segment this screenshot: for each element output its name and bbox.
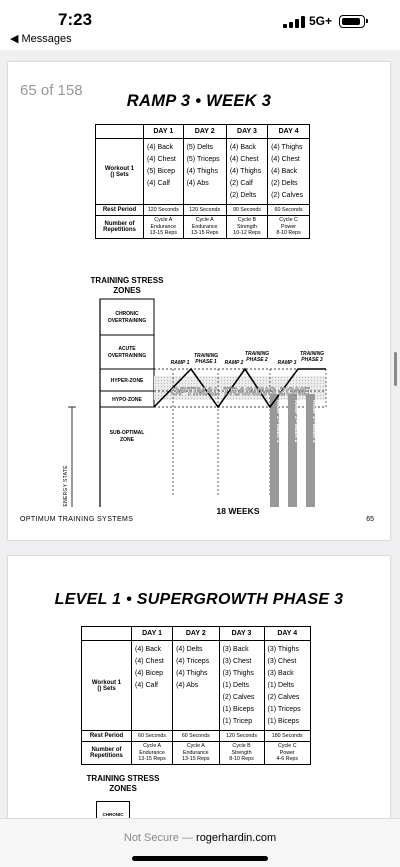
exercise-item: (2) Delts bbox=[229, 192, 257, 199]
url-text[interactable] bbox=[0, 832, 400, 844]
exercise-item: (5) Delts bbox=[186, 144, 214, 151]
back-to-messages-link[interactable] bbox=[10, 32, 72, 45]
status-bar bbox=[0, 0, 400, 50]
exercise-item: (4) Chest bbox=[229, 156, 259, 163]
reps-cell: Cycle A Endurance 13-15 Reps bbox=[132, 742, 173, 765]
exercise-item: (2) Calves bbox=[222, 694, 255, 701]
rest-cell: 120 Seconds bbox=[144, 205, 184, 216]
exercise-item: (1) Biceps bbox=[222, 706, 255, 713]
table-corner bbox=[82, 627, 132, 641]
reps-cell: Cycle B Strength 8-10 Reps bbox=[219, 742, 264, 765]
exercise-item: (4) Chest bbox=[135, 658, 164, 665]
exercise-item: (2) Calves bbox=[271, 192, 303, 199]
reps-cell: Cycle C Power 8-10 Reps bbox=[268, 216, 310, 239]
network-type: 5G+ bbox=[309, 14, 333, 28]
table-corner bbox=[96, 125, 144, 139]
exercise-item: (2) Calves bbox=[267, 694, 300, 701]
workout-cell bbox=[268, 139, 310, 205]
y-axis-label: MINIMAL ENERGY STATE bbox=[63, 465, 69, 507]
day-header: DAY 3 bbox=[219, 627, 264, 641]
page-title: RAMP 3 • WEEK 3 bbox=[126, 92, 272, 110]
exercise-item: (4) Abs bbox=[186, 180, 209, 187]
reps-cell: Cycle A Endurance 13-15 Reps bbox=[173, 742, 219, 765]
phase-label: RAMP 3 bbox=[277, 360, 297, 366]
day-header: DAY 2 bbox=[183, 125, 226, 139]
phase-label: TRAINING PHASE 2 bbox=[244, 351, 270, 363]
exercise-item: (5) Triceps bbox=[186, 156, 220, 163]
back-arrow-icon: ◀ bbox=[10, 33, 22, 45]
workout-cell bbox=[219, 641, 264, 731]
exercise-item: (4) Back bbox=[229, 144, 256, 151]
zone-box-acute bbox=[100, 335, 154, 369]
workout-cell bbox=[144, 139, 184, 205]
zone-label: SUB-OPTIMAL bbox=[109, 430, 145, 436]
workout-cell bbox=[132, 641, 173, 731]
workout-cell bbox=[173, 641, 219, 731]
zone-label: CHRONIC bbox=[115, 311, 139, 317]
phase-label: RAMP 2 bbox=[224, 360, 244, 366]
rest-cell: 60 Seconds bbox=[173, 731, 219, 742]
scroll-indicator[interactable] bbox=[394, 352, 397, 386]
optimal-zone-label: OPTIMAL TRAINING ZONE bbox=[170, 386, 310, 398]
exercise-item: (5) Bicep bbox=[147, 168, 176, 175]
exercise-item: (1) Triceps bbox=[267, 706, 301, 713]
stress-zones-heading bbox=[86, 276, 168, 296]
day-header: DAY 2 bbox=[173, 627, 219, 641]
row-label: Rest Period bbox=[96, 205, 144, 216]
row-label: Rest Period bbox=[82, 731, 132, 742]
reps-cell: Cycle A Endurance 13-15 Reps bbox=[183, 216, 226, 239]
exercise-item: (3) Chest bbox=[267, 658, 297, 665]
battery-icon bbox=[339, 15, 365, 28]
stress-zones-heading bbox=[82, 774, 164, 794]
url-separator: — bbox=[178, 832, 197, 844]
day-header: DAY 3 bbox=[226, 125, 267, 139]
heading-line: ZONES bbox=[113, 286, 141, 295]
zone-label: ZONE bbox=[120, 437, 134, 443]
reps-cell: Cycle A Endurance 13-15 Reps bbox=[144, 216, 184, 239]
rest-cell: 90 Seconds bbox=[226, 205, 267, 216]
row-label: Workout 1 () Sets bbox=[96, 139, 144, 205]
heading-line: TRAINING STRESS bbox=[90, 276, 164, 285]
row-label: Workout 1 () Sets bbox=[82, 641, 132, 731]
zone-label: CHRONIC bbox=[102, 812, 124, 817]
exercise-item: (4) Back bbox=[147, 144, 174, 151]
zone-label: ACUTE bbox=[118, 346, 136, 352]
back-label: Messages bbox=[21, 33, 72, 45]
exercise-item: (4) Back bbox=[271, 168, 298, 175]
row-label: Number of Repetitions bbox=[82, 742, 132, 765]
zone-label: OVERTRAINING bbox=[107, 318, 147, 324]
zone-box-chronic bbox=[100, 299, 154, 335]
rest-cell: 60 Seconds bbox=[268, 205, 310, 216]
workout-cell bbox=[226, 139, 267, 205]
reps-cell: Cycle C Power 4-6 Reps bbox=[264, 742, 310, 765]
rest-cell: 120 Seconds bbox=[183, 205, 226, 216]
cellular-signal-icon bbox=[283, 16, 305, 28]
rest-cell: 60 Seconds bbox=[132, 731, 173, 742]
clock: 7:23 bbox=[58, 10, 93, 29]
footer-page-number: 65 bbox=[366, 516, 374, 523]
week-bar-label: RAMP 3 • WEEK 2 bbox=[293, 400, 299, 443]
day-header: DAY 4 bbox=[268, 125, 310, 139]
footer-publisher: OPTIMUM TRAINING SYSTEMS bbox=[20, 516, 134, 523]
workout-cell bbox=[264, 641, 310, 731]
zone-label: HYPO-ZONE bbox=[112, 397, 142, 403]
exercise-item: (3) Thighs bbox=[222, 670, 254, 677]
rest-cell: 180 Seconds bbox=[264, 731, 310, 742]
day-header: DAY 4 bbox=[264, 627, 310, 641]
exercise-item: (4) Thighs bbox=[186, 168, 218, 175]
exercise-item: (4) Triceps bbox=[176, 658, 210, 665]
exercise-item: (4) Thighs bbox=[271, 144, 303, 151]
exercise-item: (4) Abs bbox=[176, 682, 199, 689]
workout-cell bbox=[183, 139, 226, 205]
heading-line: TRAINING STRESS bbox=[86, 774, 160, 783]
exercise-item: (4) Calf bbox=[135, 682, 158, 689]
exercise-item: (3) Back bbox=[267, 670, 294, 677]
training-stress-chart bbox=[58, 295, 338, 512]
page-counter: 65 of 158 bbox=[20, 82, 83, 99]
exercise-item: (3) Thighs bbox=[267, 646, 299, 653]
x-axis-label: 18 WEEKS bbox=[216, 506, 260, 516]
phase-label: TRAINING PHASE 1 bbox=[193, 353, 219, 365]
page-title: LEVEL 1 • SUPERGROWTH PHASE 3 bbox=[54, 591, 344, 608]
exercise-item: (4) Chest bbox=[147, 156, 176, 163]
pdf-page-65 bbox=[8, 62, 390, 540]
heading-line: ZONES bbox=[109, 784, 137, 793]
exercise-item: (1) Delts bbox=[222, 682, 249, 689]
day-header: DAY 1 bbox=[132, 627, 173, 641]
phase-label: TRAINING PHASE 3 bbox=[299, 351, 325, 363]
domain-label: rogerhardin.com bbox=[196, 832, 277, 844]
exercise-item: (4) Back bbox=[135, 646, 162, 653]
not-secure-label: Not Secure bbox=[123, 832, 179, 844]
workout-table bbox=[95, 124, 310, 239]
exercise-item: (2) Delts bbox=[271, 180, 298, 187]
exercise-item: (4) Delts bbox=[176, 646, 203, 653]
exercise-item: (2) Calf bbox=[229, 180, 253, 187]
exercise-item: (4) Thighs bbox=[176, 670, 208, 677]
exercise-item: (1) Tricep bbox=[222, 718, 253, 725]
zone-box-chronic bbox=[96, 801, 130, 818]
pdf-page-66 bbox=[8, 556, 390, 818]
exercise-item: (4) Calf bbox=[147, 180, 170, 187]
zone-label: HYPER-ZONE bbox=[110, 378, 144, 384]
reps-cell: Cycle B Strength 10-12 Reps bbox=[226, 216, 267, 239]
exercise-item: (4) Chest bbox=[271, 156, 300, 163]
exercise-item: (3) Back bbox=[222, 646, 249, 653]
week-bar-label: RAMP 3 • WEEK 1 bbox=[275, 400, 281, 443]
exercise-item: (1) Biceps bbox=[267, 718, 300, 725]
exercise-item: (4) Bicep bbox=[135, 670, 164, 677]
week-bar-label: RAMP 3 • WEEK 3 bbox=[311, 400, 317, 443]
exercise-item: (4) Thighs bbox=[229, 168, 262, 175]
phase-label: RAMP 1 bbox=[170, 360, 190, 366]
zone-label: OVERTRAINING bbox=[107, 353, 147, 359]
row-label: Number of Repetitions bbox=[96, 216, 144, 239]
day-header: DAY 1 bbox=[144, 125, 184, 139]
rest-cell: 120 Seconds bbox=[219, 731, 264, 742]
workout-table bbox=[81, 626, 311, 765]
exercise-item: (1) Delts bbox=[267, 682, 294, 689]
exercise-item: (3) Chest bbox=[222, 658, 252, 665]
home-indicator[interactable] bbox=[132, 856, 268, 861]
